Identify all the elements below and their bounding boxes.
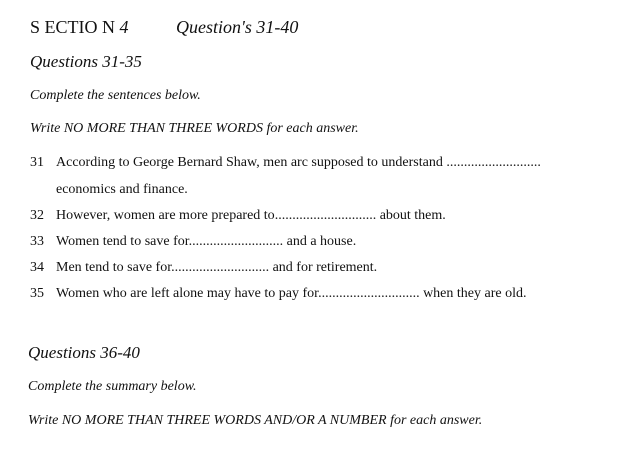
instruction-word-limit: NO MORE THAN THREE WORDS AND/OR A NUMBER bbox=[61, 413, 387, 428]
answer-blank-31[interactable]: ........................... bbox=[446, 155, 541, 170]
instruction-prefix: Write bbox=[30, 121, 64, 136]
question-34-after: and for retirement. bbox=[269, 260, 378, 275]
question-number-33: 33 bbox=[30, 234, 44, 249]
section-number: 4 bbox=[119, 17, 129, 37]
questions-range: Question's 31-40 bbox=[176, 17, 299, 37]
question-32-before: However, women are more prepared to bbox=[56, 208, 275, 223]
section-title bbox=[30, 17, 129, 38]
question-number-35: 35 bbox=[30, 286, 44, 301]
section-label: S ECTIO N bbox=[30, 17, 115, 37]
question-33-text bbox=[56, 234, 356, 250]
question-32-after: about them. bbox=[376, 208, 446, 223]
answer-blank-35[interactable]: ............................. bbox=[318, 286, 420, 301]
question-35-text bbox=[56, 286, 526, 302]
instruction-suffix: for each answer. bbox=[262, 121, 359, 136]
question-31-continuation: economics and finance. bbox=[56, 182, 188, 197]
question-31-before: According to George Bernard Shaw, men arc supposed to understand bbox=[56, 155, 447, 170]
instruction-word-limit: NO MORE THAN THREE WORDS bbox=[63, 121, 263, 136]
answer-blank-33[interactable]: ........................... bbox=[188, 234, 284, 249]
question-31-text bbox=[56, 155, 541, 171]
part2-heading: Questions 36-40 bbox=[28, 343, 140, 362]
part1-heading: Questions 31-35 bbox=[30, 52, 142, 71]
question-35-after: when they are old. bbox=[419, 286, 527, 301]
answer-blank-32[interactable]: ............................. bbox=[274, 208, 377, 223]
question-32-text bbox=[56, 208, 446, 224]
part2-instruction-word-limit bbox=[28, 413, 482, 429]
part1-instruction-word-limit bbox=[30, 121, 359, 137]
question-34-before: Men tend to save for bbox=[56, 260, 172, 275]
question-number-32: 32 bbox=[30, 208, 44, 223]
part2-instruction-complete: Complete the summary below. bbox=[28, 379, 197, 394]
question-number-31: 31 bbox=[30, 155, 44, 170]
question-33-after: and a house. bbox=[283, 234, 357, 249]
question-33-before: Women tend to save for bbox=[56, 234, 189, 249]
instruction-prefix: Write bbox=[28, 413, 62, 428]
instruction-suffix: for each answer. bbox=[386, 413, 483, 428]
question-35-before: Women who are left alone may have to pay for bbox=[56, 286, 319, 301]
part1-instruction-complete: Complete the sentences below. bbox=[30, 88, 201, 103]
question-number-34: 34 bbox=[30, 260, 44, 275]
answer-blank-34[interactable]: ............................ bbox=[171, 260, 270, 275]
question-34-text bbox=[56, 260, 377, 276]
